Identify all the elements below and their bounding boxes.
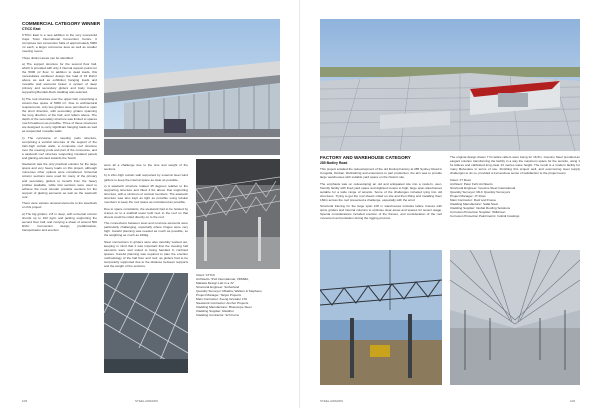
left-project-credits (196, 273, 286, 318)
paragraph: Three distinct areas can be identified: (22, 55, 74, 60)
warehouse-interior-photo (450, 250, 580, 385)
right-body-column-1 (320, 167, 442, 247)
paragraph: were all a challenge due to the size and weight of the sections. (104, 163, 188, 172)
credit-line: Architects: SVA International, VDMMA, (196, 277, 250, 282)
paragraph: Steelwork was the only practical solution for the large spans and very heavy loads on this project, although numerous other options were considered. Universal column sections were used for many of the primary and secondary girders to benefit from the heavy profiles available, while trial sections were used to achieve the most slender possible sections for the support of glazing elements as well as the sawtooth roof. (22, 162, 97, 199)
left-page-number: 108 (22, 399, 28, 403)
cticc-interior-truss-photo (196, 159, 280, 269)
factory-construction-photo (320, 250, 442, 385)
right-project-title: 285 Bodley Road (320, 161, 348, 165)
paragraph: The original design drawn 7 hs lattice rafters were being for 16.5m. Cousins Steel provided an elegant solution transforming the facility in a way the maximum space for the tenants, using 1 hs lattices and calibrated long clear 13 metres wave height. The result is a modern facility for many Belvedere in terms of use. Finishing this project well, and overcoming steel supply challenges to do so, provided a tremendous sense of satisfaction to the project team. (450, 155, 580, 176)
credit-line: Quantity Surveyor: MLC Quantity Surveyors (450, 189, 511, 194)
paragraph: b) A 22m-high curtain wall supported by external steel wind girders to keep the internal space as clear as possible. (104, 173, 188, 182)
paragraph: a) The support structure for the second floor hall, which is provided with only 4 internal support points for the 5000 m² floor. In addition to dead loads, this necessitates cantilever design live load of 15 kN/m² above as well as exhibition hanging loads and movable wall elements below. A system of deep primary and secondary girders and body trusses supporting Bondek-Deck cladding was selected. (22, 62, 97, 95)
paragraph: c) The concourse of meeting pods structure, comprising a vertical structure of the support of the 22m-high curtain walls, a composite roof structure over the meeting pods and part of the concourse, and a sawtooth roof structure supporting insulated panels and glazing oriented towards the South. (22, 135, 97, 160)
credit-line: Corrosion Protection Supplier: Wilkinson (450, 210, 506, 214)
factory-aerial-photo (320, 19, 580, 151)
paragraph: There were various unusual elements to the steelwork on this project: (22, 201, 97, 210)
credit-line: Client: CTICC (196, 273, 216, 277)
left-category-heading: COMMERCIAL CATEGORY WINNER (22, 21, 101, 26)
credit-line: Quantity Surveyor: Mbatha, Walters & Stephens (196, 289, 262, 294)
paragraph: The connections between steel and concrete elements were particularly challenging, especially where hinges were very high. Careful planning was needed as much as possible, so the weighting as much as 160kg. (104, 221, 188, 238)
right-page-number: 109 (570, 399, 576, 403)
credit-line: Corrosion Protection Paint/metric: Inobidi Coatings (450, 214, 520, 219)
credit-line: Main Contractor: Aveng Grinaker LTA (196, 297, 248, 302)
paragraph: c) A sawtooth structure rotated 45 degrees relative to the supporting structure and tilted 3.4m above that supporting structure, with a minimum of vertical members. The sawtooth structure was also kept as light as possible using tubular members to keep the roof space as uncluttered as possible. (104, 183, 188, 205)
credit-line: Cladding Supplier: Maxithel (196, 309, 234, 314)
credit-line: Main Contractor: Roof and Frame (450, 197, 497, 202)
credit-line: Architect: Peter Fehr Architects (450, 181, 493, 186)
right-page (300, 0, 600, 408)
credit-line: Cladding Manufacturer: Bluescope Steel (196, 305, 252, 310)
paragraph: This project entailed the redevelopment of the old Dunlop Factory at 285 Sydney Road in Congella, Durban. Refinishing and extensions to part production, the aim was to provide large warehouses with suitable yard space on the historic site. (320, 167, 442, 180)
right-category-heading: FACTORY AND WAREHOUSE CATEGORY (320, 155, 411, 160)
credit-line: Project Manager: JT Ross (450, 193, 486, 198)
left-footer-label: STEEL AWARDS (135, 399, 159, 403)
right-footer-label: STEEL AWARDS (320, 399, 344, 403)
credit-line: Structural Engineer: Sutherland (196, 285, 240, 290)
credit-line: Makeka Design Lab in a JV (196, 281, 234, 286)
credit-line: Client: JT Ross (450, 177, 471, 182)
paragraph: The emphasis was on redeveloping an old and antiquated site into a modern, user-friendly facility with fixed yard space and digitised means to high, large span warehouses suitable for a wide range of tenants. Some of the challenges included tying into old structures. Trying to get the roof sheets rolled on site and then lifting and installing them 160m across the roof presented a challenge, especially with the wind. (320, 181, 442, 202)
left-body-column-1 (22, 33, 97, 373)
right-project-credits (450, 178, 580, 218)
credit-line: Project Manager: Target Projects (196, 293, 241, 298)
credit-line: Cladding Contractor: Sch Ferra (196, 313, 239, 318)
left-project-title: CTICC East (22, 27, 41, 31)
paragraph: Structural framing for the large span 100 m warehouses includes lattice trusses with spine girders and internal columns to optimise clear areas and spaces for tenant usage. Special considerations included erection of the frames, and consideration of the roof movement and pulsation during the rigging process. (320, 204, 442, 221)
paragraph: b) The roof structure over the upper hall, comprising a column-free space of 5000 m². Due to architectural requirements, only two girders were permitted to span the short direction, with secondary girders spanning the long direction of the hall, and rafters above. The depth of the secondary structure was limited to spaces much headroom as possible. Three of these structures are designed to carry significant hanging loads as well as suspended movable walls. (22, 96, 97, 134)
right-body-column-2 (450, 155, 580, 247)
cticc-exterior-photo (104, 19, 280, 155)
credit-line: Steelwork Contractor: Anchor Projects (196, 301, 249, 306)
credit-line: Cladding Manufacturer: Safal Steel (450, 201, 498, 206)
credit-line: Structural Engineer: Cousins Steel International (450, 185, 516, 190)
cticc-rafters-photo (104, 273, 188, 373)
credit-line: Cladding Supplier: Global Roofing Solutions (450, 205, 511, 210)
paragraph: Steel connections in girders were also carefully worked out, keeping in mind that it was important that the meeting hall elements were well suited to being handled in confined spaces. Careful planning was required to plan the erection methodology of the hall floor and roof, as girders had to be temporarily supported due to the distance between supports and the weight of the sections. (104, 239, 188, 268)
paragraph: a) The big girders: 2.8 m deep, with universal column chords up to 162 kg/m and jacking supporting the second floor hall, and carrying a shear of around 500 kN/m. Connection design, prefabrication, transportation and erection (22, 211, 97, 232)
paragraph: CTICC East is a new addition to the very successful Cape Town International Convention Centre. It comprises two convention halls of approximately 5000 m² each, a larger concourse area as well as smaller meeting rooms. (22, 33, 97, 54)
paragraph: Due to space constraints, the steelwork had to be hoisted by cranes on to a scaffold tower built next to the roof so that sheets could be rolled directly on to the roof. (104, 206, 188, 219)
